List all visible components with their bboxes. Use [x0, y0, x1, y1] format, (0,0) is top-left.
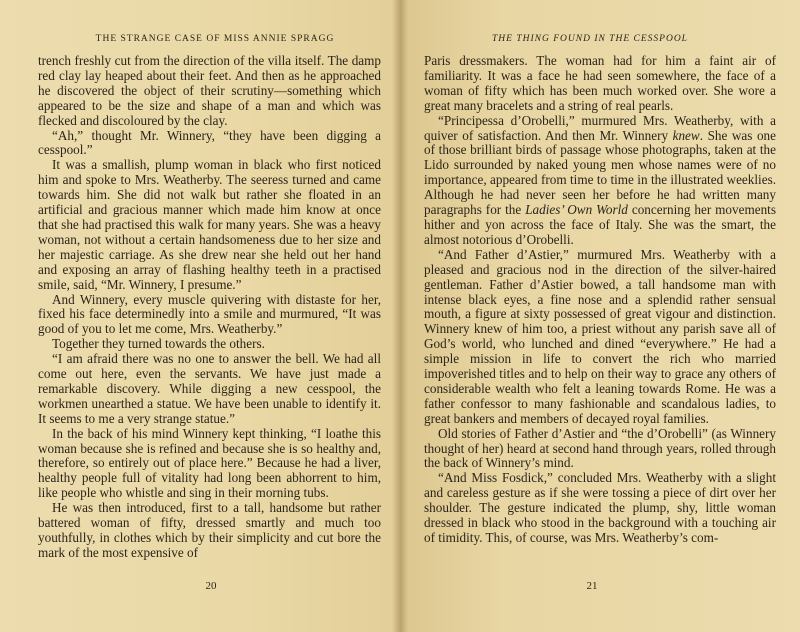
paragraph: “And Father d’Astier,” murmured Mrs. Weatherby with a pleased and gracious nod in the direction of the silver-haired gentleman. Father d’Astier bowed, a tall handsome man with intense black eyes, a fine nose and a splendid rather sensual mouth, a figure at sixty possessed of great vigour and distinction. Winnery knew of him too, a priest without any parish save all of God’s world, who lunched and dined “everywhere.” He had a simple mission in life to convert the rich who married impoverished titles and to help on their way to grace any others of considerable wealth who felt a leaning towards Rome. He was a father confessor to many fashionable and scandalous ladies, to great bankers and members of decayed royal families. [424, 246, 776, 426]
paragraph: He was then introduced, first to a tall, handsome but rather battered woman of fifty, dressed smartly and much too youthfully, in clothes which by their simplicity and cut bore the mark of the most expensive of [38, 500, 381, 560]
paragraph: Old stories of Father d’Astier and “the d’Orobelli” (as Winnery thought of her) heard at second hand through years, rolled through the back of Winnery’s mind. [424, 425, 776, 471]
paragraph-text: concerning her movements hither and yon across the face of Italy. She was the smart, the almost notorious d’Orobelli. [424, 202, 776, 247]
paragraph [424, 114, 776, 248]
running-head-right: THE THING FOUND IN THE CESSPOOL [492, 34, 688, 44]
paragraph: And Winnery, every muscle quivering with distaste for her, fixed his face determinedly into a smile and murmured, “It was good of you to let me come, Mrs. Weatherby.” [38, 291, 381, 337]
page-number-left: 20 [205, 580, 217, 592]
right-page-body [424, 54, 776, 546]
paragraph-text: “Principessa d’Orobelli,” murmured Mrs. Weatherby, with a quiver of satisfaction. And then Mr. Winnery [424, 112, 776, 143]
emphasis: knew [672, 127, 700, 143]
paragraph: “I am afraid there was no one to answer the bell. We had all come out here, even the servants. We have just made a remarkable discovery. While digging a new cesspool, the workmen unearthed a statue. We have been unable to identify it. It seems to me a very strange statue.” [38, 351, 381, 426]
paragraph-text: . She was one of those brilliant birds of passage whose photographs, taken at the Lido surrounded by naked young men whose names were of no importance, appeared from time to time in the illustrated weeklies. Although he had never seen her before he had written many paragraphs for the [424, 127, 776, 218]
paragraph: trench freshly cut from the direction of the villa itself. The damp red clay lay heaped about their feet. And then as he approached he discovered the object of their scrutiny—something which appeared to be the size and shape of a man and which was flecked and discoloured by the clay. [38, 53, 381, 128]
paragraph: Paris dressmakers. The woman had for him a faint air of familiarity. It was a face he had seen somewhere, the face of a woman of fifty which has been much worked over. She wore a great many bracelets and a string of real pearls. [424, 53, 776, 113]
paragraph: “And Miss Fosdick,” concluded Mrs. Weatherby with a slight and careless gesture as if she were tossing a piece of dirt over her shoulder. The gesture indicated the plump, shy, little woman dressed in black who stood in the background with a touching air of timidity. This, of course, was Mrs. Weatherby’s com- [424, 470, 776, 545]
paragraph: In the back of his mind Winnery kept thinking, “I loathe this woman because she is refined and because she is so healthy and, therefore, so entirely out of place here.” Because he had a liver, healthy people full of vitality had long been abhorrent to him, like people who whistle and sing in their morning tubs. [38, 425, 381, 501]
paragraph: “Ah,” thought Mr. Winnery, “they have been digging a cesspool.” [38, 127, 381, 158]
paragraph: Together they turned towards the others. [52, 336, 265, 352]
running-head-left: THE STRANGE CASE OF MISS ANNIE SPRAGG [95, 34, 335, 44]
left-page-body [38, 54, 381, 561]
paragraph: It was a smallish, plump woman in black who first noticed him and spoke to Mrs. Weatherby. The seeress turned and came towards him. She did not walk but rather she floated in an artificial and gracious manner which made him know at once that she had practised this walk for many years. She was a heavy woman, not without a certain handsomeness due to her size and her majestic carriage. As she drew near she held out her hand and exposing an array of flashing healthy teeth in a practised smile, said, “Mr. Winnery, I presume.” [38, 157, 381, 292]
right-page [400, 0, 800, 632]
magazine-title: Ladies’ Own World [525, 202, 628, 218]
page-number-right: 21 [586, 580, 598, 592]
